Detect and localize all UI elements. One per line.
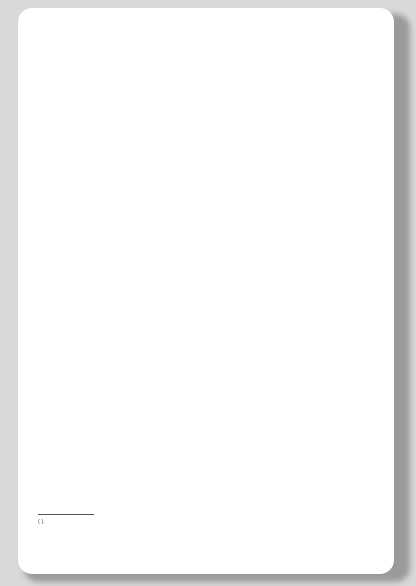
- footnotes: [38, 518, 378, 527]
- footnote-1: ( ).: [38, 519, 45, 525]
- book-page: [18, 8, 394, 574]
- dispensations-diagram: [18, 8, 394, 268]
- footnote-divider: [38, 514, 94, 515]
